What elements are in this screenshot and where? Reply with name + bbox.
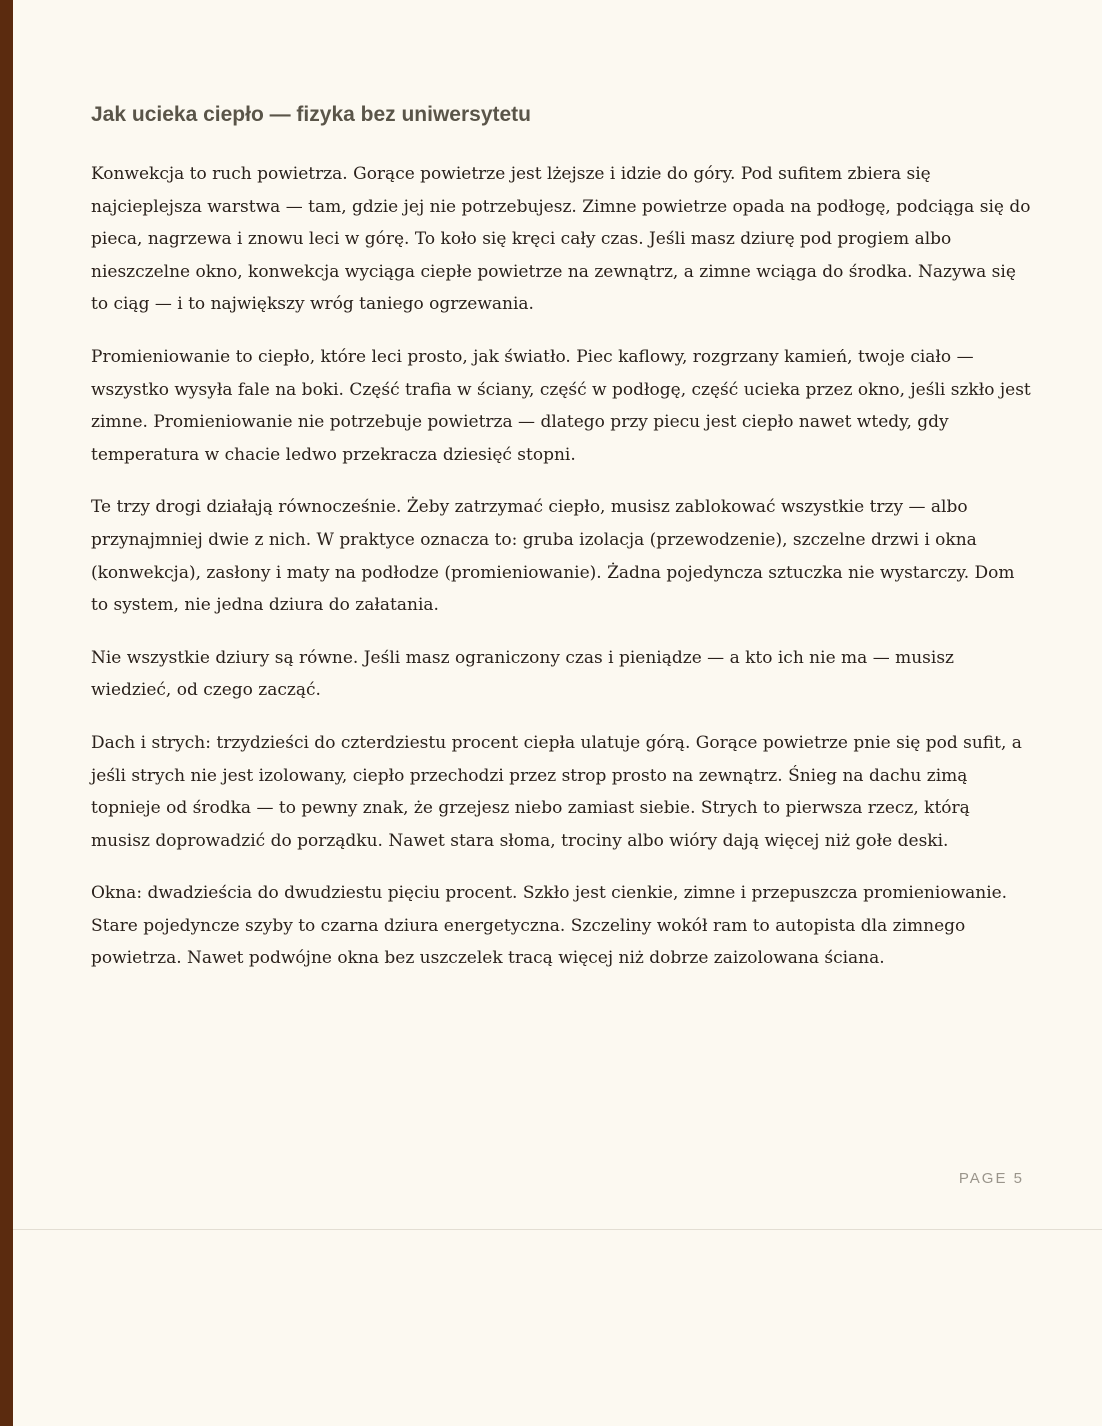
book-spine	[0, 0, 13, 1426]
page-content	[91, 98, 1031, 995]
next-page-area	[13, 1230, 1102, 1426]
document-page	[13, 0, 1102, 1230]
section-heading: Jak ucieka ciepło — fizyka bez uniwersytetu	[91, 103, 532, 126]
paragraph-three-paths: Te trzy drogi działają równocześnie. Żeby zatrzymać ciepło, musisz zablokować wszystkie trzy — albo przynajmniej dwie z nich. W praktyce oznacza to: gruba izolacja (przewodzenie), szczelne drzwi i okna (konwekcja), zasłony i maty na podłodze (promieniowanie). Żadna pojedyncza sztuczka nie wystarczy. Dom to system, nie jedna dziura do załatania.	[91, 497, 1015, 616]
paragraph-convection: Konwekcja to ruch powietrza. Gorące powietrze jest lżejsze i idzie do góry. Pod sufitem zbiera się najcieplejsza warstwa — tam, gdzie jej nie potrzebujesz. Zimne powietrze opada na podłogę, podciąga się do pieca, nagrzewa i znowu leci w górę. To koło się kręci cały czas. Jeśli masz dziurę pod progiem albo nieszczelne okno, konwekcja wyciąga ciepłe powietrze na zewnątrz, a zimne wciąga do środka. Nazywa się to ciąg — i to największy wróg taniego ogrzewania.	[91, 164, 1031, 315]
paragraph-radiation: Promieniowanie to ciepło, które leci prosto, jak światło. Piec kaflowy, rozgrzany kamień, twoje ciało — wszystko wysyła fale na boki. Część trafia w ściany, część w podłogę, część ucieka przez okno, jeśli szkło jest zimne. Promieniowanie nie potrzebuje powietrza — dlatego przy piecu jest ciepło nawet wtedy, gdy temperatura w chacie ledwo przekracza dziesięć stopni.	[91, 346, 1031, 465]
paragraph-windows: Okna: dwadzieścia do dwudziestu pięciu procent. Szkło jest cienkie, zimne i przepuszcza promieniowanie. Stare pojedyncze szyby to czarna dziura energetyczna. Szczeliny wokół ram to autopista dla zimnego powietrza. Nawet podwójne okna bez uszczelek tracą więcej niż dobrze zaizolowana ściana.	[91, 883, 1008, 969]
paragraph-priorities: Nie wszystkie dziury są równe. Jeśli masz ograniczony czas i pieniądze — a kto ich nie ma — musisz wiedzieć, od czego zacząć.	[91, 647, 955, 701]
page-number: PAGE 5	[958, 1170, 1024, 1187]
paragraph-roof-attic: Dach i strych: trzydzieści do czterdziestu procent ciepła ulatuje górą. Gorące powietrze pnie się pod sufit, a jeśli strych nie jest izolowany, ciepło przechodzi przez strop prosto na zewnątrz. Śnieg na dachu zimą topnieje od środka — to pewny znak, że grzejesz niebo zamiast siebie. Strych to pierwsza rzecz, którą musisz doprowadzić do porządku. Nawet stara słoma, trociny albo wióry dają więcej niż gołe deski.	[91, 732, 1022, 851]
